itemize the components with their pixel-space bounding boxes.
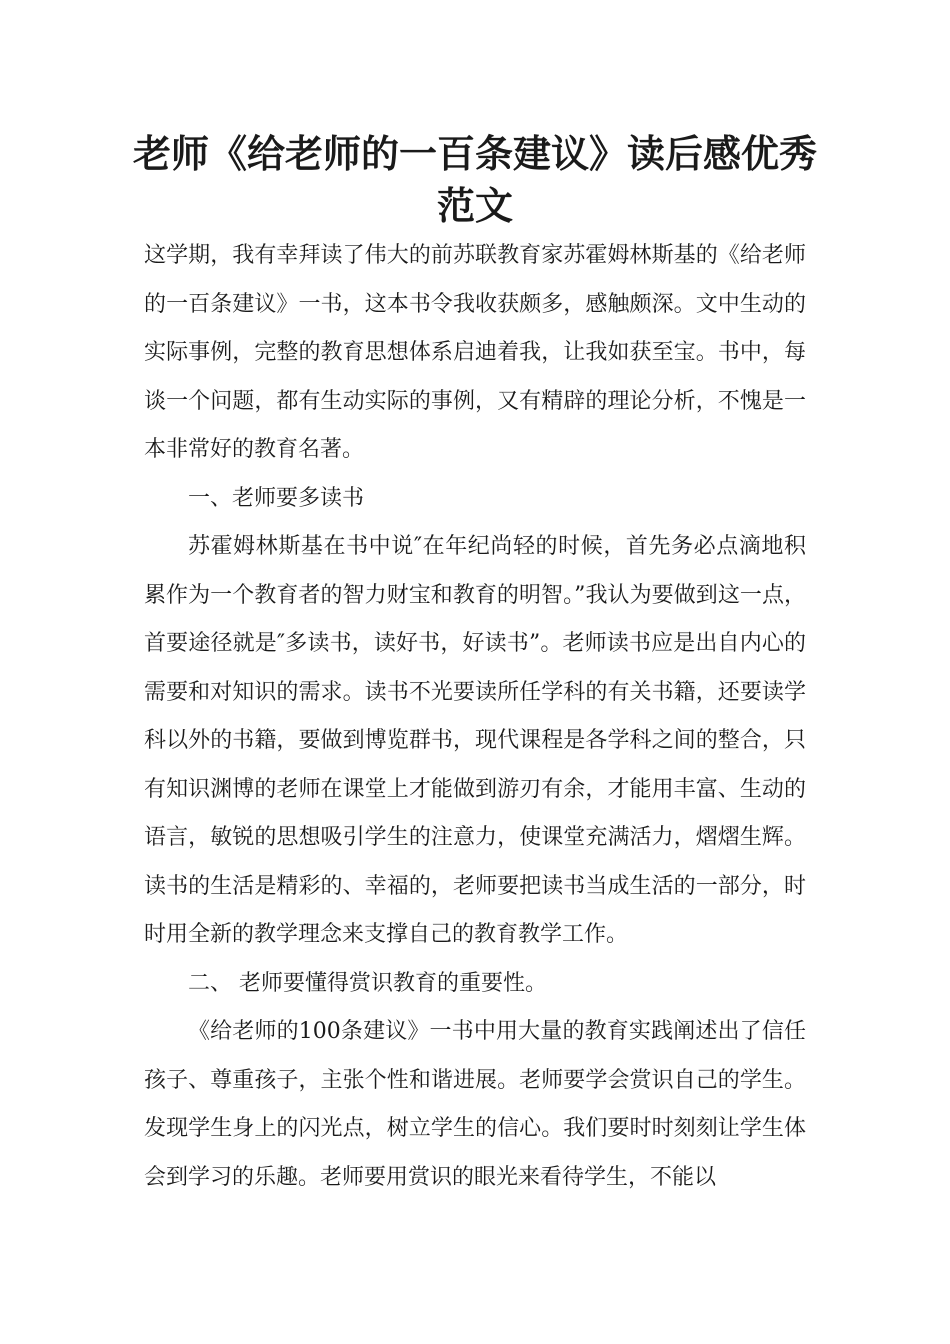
document-body bbox=[144, 232, 806, 1202]
paragraph-intro: 这学期，我有幸拜读了伟大的前苏联教育家苏霍姆林斯基的《给老师的一百条建议》一书，这本书令我收获颇多，感触颇深。文中生动的实际事例，完整的教育思想体系启迪着我，让我如获至宝。书中，每谈一个问题，都有生动实际的事例，又有精辟的理论分析，不愧是一本非常好的教育名著。 bbox=[144, 243, 806, 462]
document-title: 老师《给老师的一百条建议》读后感优秀范文 bbox=[132, 132, 817, 228]
section-heading-1: 一、老师要多读书 bbox=[188, 485, 365, 511]
paragraph-appreciation: 《给老师的100条建议》一书中用大量的教育实践阐述出了信任孩子、尊重孩子，主张个性和谐进展。老师要学会赏识自己的学生。发现学生身上的闪光点，树立学生的信心。我们要时时刻刻让学生体会到学习的乐趣。老师要用赏识的眼光来看待学生，不能以 bbox=[144, 1019, 806, 1190]
section-heading-2: 二、 老师要懂得赏识教育的重要性。 bbox=[188, 970, 547, 996]
paragraph-reading: 苏霍姆林斯基在书中说″在年纪尚轻的时候，首先务必点滴地积累作为一个教育者的智力财宝和教育的明智。”我认为要做到这一点，首要途径就是″多读书，读好书，好读书”。老师读书应是出自内心的需要和对知识的需求。读书不光要读所任学科的有关书籍，还要读学科以外的书籍，要做到博览群书，现代课程是各学科之间的整合，只有知识渊博的老师在课堂上才能做到游刃有余，才能用丰富、生动的语言，敏锐的思想吸引学生的注意力，使课堂充满活力，熠熠生辉。读书的生活是精彩的、幸福的，老师要把读书当成生活的一部分，时时用全新的教学理念来支撑自己的教育教学工作。 bbox=[144, 534, 806, 947]
